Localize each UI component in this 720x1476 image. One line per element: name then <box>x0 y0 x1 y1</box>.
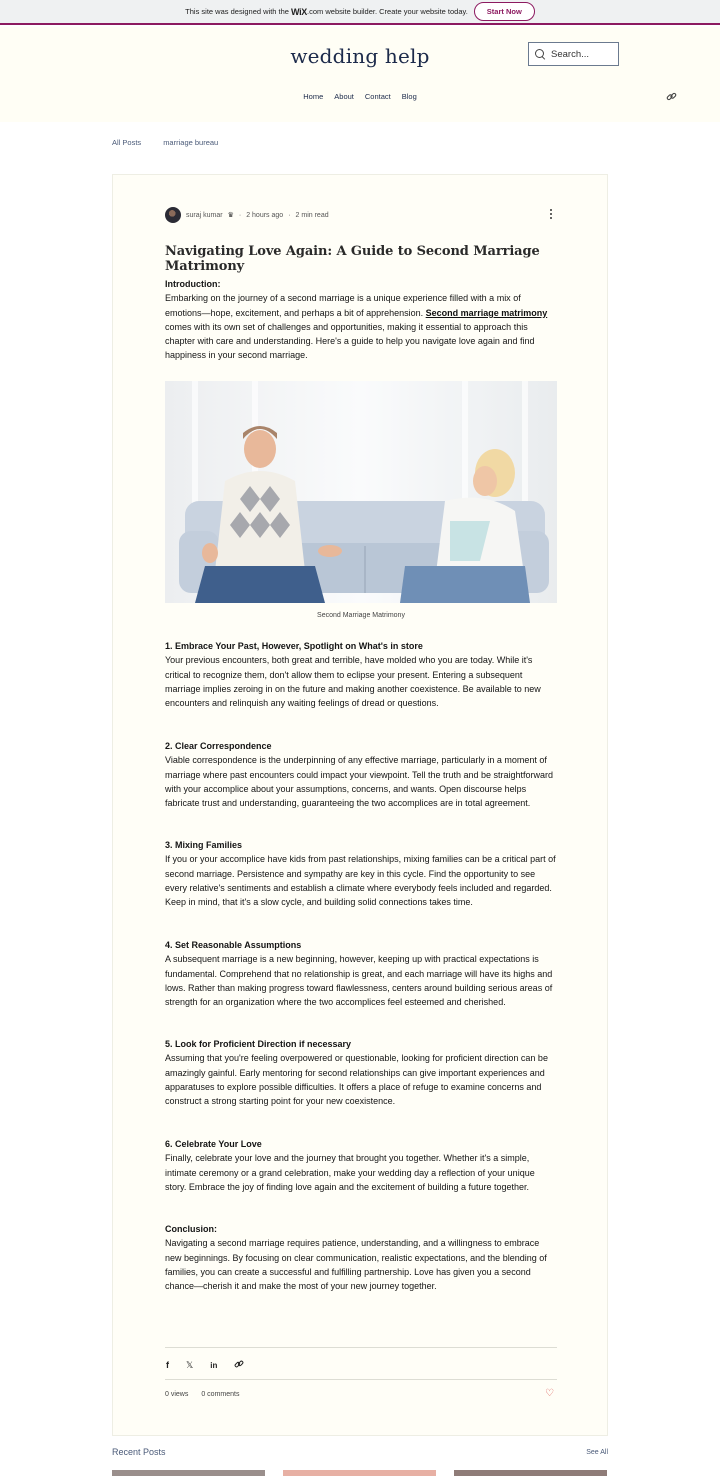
post-time: 2 hours ago <box>246 211 284 219</box>
section-3 <box>165 838 558 909</box>
wix-banner <box>0 0 720 25</box>
admin-crown-icon: ♛ <box>227 212 234 219</box>
section-2 <box>165 739 558 810</box>
search-placeholder: Search... <box>551 48 590 60</box>
avatar[interactable] <box>165 207 181 223</box>
section-heading: 2. Clear Correspondence <box>165 741 272 751</box>
wix-logo: WiX <box>290 6 308 17</box>
section-1 <box>165 639 558 710</box>
main-nav <box>0 92 720 101</box>
separator-dot: · <box>288 211 291 219</box>
site-header <box>0 27 720 122</box>
post-image[interactable] <box>165 381 557 603</box>
facebook-icon[interactable]: f <box>166 1360 169 1370</box>
section-text: Finally, celebrate your love and the journey that brought you together. Whether it's a simple, intimate ceremony or a grand celebration, make your wedding day a reflection of your unique story. Embrace the joy of finding love again and the excitement of building a future together. <box>165 1153 535 1192</box>
nav-contact[interactable]: Contact <box>364 92 391 101</box>
separator-dot: · <box>238 211 242 219</box>
more-options-icon[interactable] <box>550 209 553 219</box>
link-icon[interactable] <box>234 1359 244 1371</box>
recent-post-thumbnail[interactable] <box>283 1470 436 1476</box>
conclusion <box>165 1222 558 1293</box>
section-text: If you or your accomplice have kids from past relationships, mixing families can be a critical part of second marriage. Persistence and sympathy are key in this cycle. Find the opportunity to see every relative's sentiments and establish a climate where everybody feels included and regarded. Keep in mind, that it's a slow cycle, and building solid connections takes time. <box>165 854 556 908</box>
nav-home[interactable]: Home <box>303 92 324 101</box>
share-bar <box>166 1359 244 1371</box>
section-6 <box>165 1137 558 1194</box>
comments-count[interactable]: 0 comments <box>201 1391 240 1398</box>
read-time: 2 min read <box>295 211 329 219</box>
recent-posts-thumbnails <box>112 1470 608 1476</box>
section-text: Assuming that you're feeling overpowered or questionable, looking for proficient direction can be amazingly gainful. Early mentoring for second relationships can give important experiences and apparatuses to explore possible difficulties. It offers a place of refuge to examine concerns and construct a strong starting point for your new coexistence. <box>165 1053 548 1107</box>
tab-marriage-bureau[interactable]: marriage bureau <box>163 138 219 147</box>
site-title[interactable]: wedding help <box>290 44 430 68</box>
tab-all-posts[interactable]: All Posts <box>112 138 142 147</box>
post-stats <box>165 1391 239 1398</box>
linkedin-icon[interactable]: in <box>210 1360 218 1370</box>
banner-text-before: This site was designed with the <box>185 7 289 16</box>
section-text: Navigating a second marriage requires patience, understanding, and a willingness to embrace new beginnings. By focusing on clear communication, realistic expectations, and the blending of families, you can create a successful and fulfilling partnership. Love has given you a second chance—cherish it and make the most of your new journey together. <box>165 1238 547 1292</box>
views-count: 0 views <box>165 1391 189 1398</box>
banner-text-after: .com website builder. Create your website today. <box>307 7 468 16</box>
post-card <box>112 174 608 1436</box>
section-5 <box>165 1037 558 1108</box>
search-input[interactable] <box>528 42 619 66</box>
recent-post-thumbnail[interactable] <box>112 1470 265 1476</box>
see-all-link[interactable]: See All <box>586 1449 608 1456</box>
recent-post-thumbnail[interactable] <box>454 1470 607 1476</box>
intro-text-before: Embarking on the journey of a second marriage is a unique experience filled with a mix of emotions—hope, excitement, and perhaps a bit of apprehension. <box>165 293 521 318</box>
start-now-button[interactable]: Start Now <box>474 2 535 21</box>
heart-icon[interactable]: ♡ <box>545 1388 554 1399</box>
section-heading: 4. Set Reasonable Assumptions <box>165 940 302 950</box>
post-title: Navigating Love Again: A Guide to Second Marriage Matrimony <box>165 244 540 274</box>
image-caption: Second Marriage Matrimony <box>317 612 405 619</box>
recent-posts-title: Recent Posts <box>112 1447 166 1457</box>
author-name[interactable]: suraj kumar <box>186 211 223 219</box>
section-text: Viable correspondence is the underpinning of any effective marriage, particularly in a moment of marriage where past encounters could impact your viewpoint. Tell the truth and be straightforward with your accomplice about your assumptions, concerns, and wants. Open discourse helps fabricate trust and understanding, guaranteeing the two accomplices are in total agreement. <box>165 755 554 809</box>
link-icon[interactable] <box>666 91 677 105</box>
category-tabs <box>112 138 218 147</box>
section-text: Your previous encounters, both great and terrible, have molded who you are today. While it's critical to recognize them, don't allow them to eclipse your present. Entering a subsequent marriage implies zeroing in on the future and making another coexistence. Be available to new encounters and relinquish any waiting feelings of dread or questions. <box>165 655 541 709</box>
intro-text-after: comes with its own set of challenges and opportunities, making it essential to approach this chapter with care and understanding. Here's a guide to help you navigate love again and find happiness in your second marriage. <box>165 321 535 361</box>
section-heading: 6. Celebrate Your Love <box>165 1139 262 1149</box>
search-icon <box>535 49 545 59</box>
recent-posts-header <box>112 1447 608 1457</box>
intro-block <box>165 277 558 363</box>
section-text: A subsequent marriage is a new beginning, however, keeping up with practical expectations is fundamental. Comprehend that no relationship is great, and each marriage will have its highs and lows. Rather than making progress toward flawlessness, centers around building serious areas of strength for an organization where the two accomplices feel esteemed and cherished. <box>165 954 553 1008</box>
divider <box>165 1379 557 1380</box>
section-heading: 5. Look for Proficient Direction if necessary <box>165 1039 352 1049</box>
section-4 <box>165 938 558 1009</box>
section-heading: 1. Embrace Your Past, However, Spotlight on What's in store <box>165 641 423 651</box>
nav-blog[interactable]: Blog <box>401 92 417 101</box>
x-icon[interactable]: 𝕏 <box>186 1359 194 1370</box>
nav-about[interactable]: About <box>334 92 354 101</box>
second-marriage-link[interactable]: Second marriage matrimony <box>425 307 548 318</box>
author-row <box>165 207 329 223</box>
banner-text <box>185 7 468 17</box>
intro-heading: Introduction: <box>165 279 221 289</box>
section-heading: 3. Mixing Families <box>165 840 243 850</box>
divider <box>165 1347 557 1348</box>
section-heading: Conclusion: <box>165 1224 217 1234</box>
